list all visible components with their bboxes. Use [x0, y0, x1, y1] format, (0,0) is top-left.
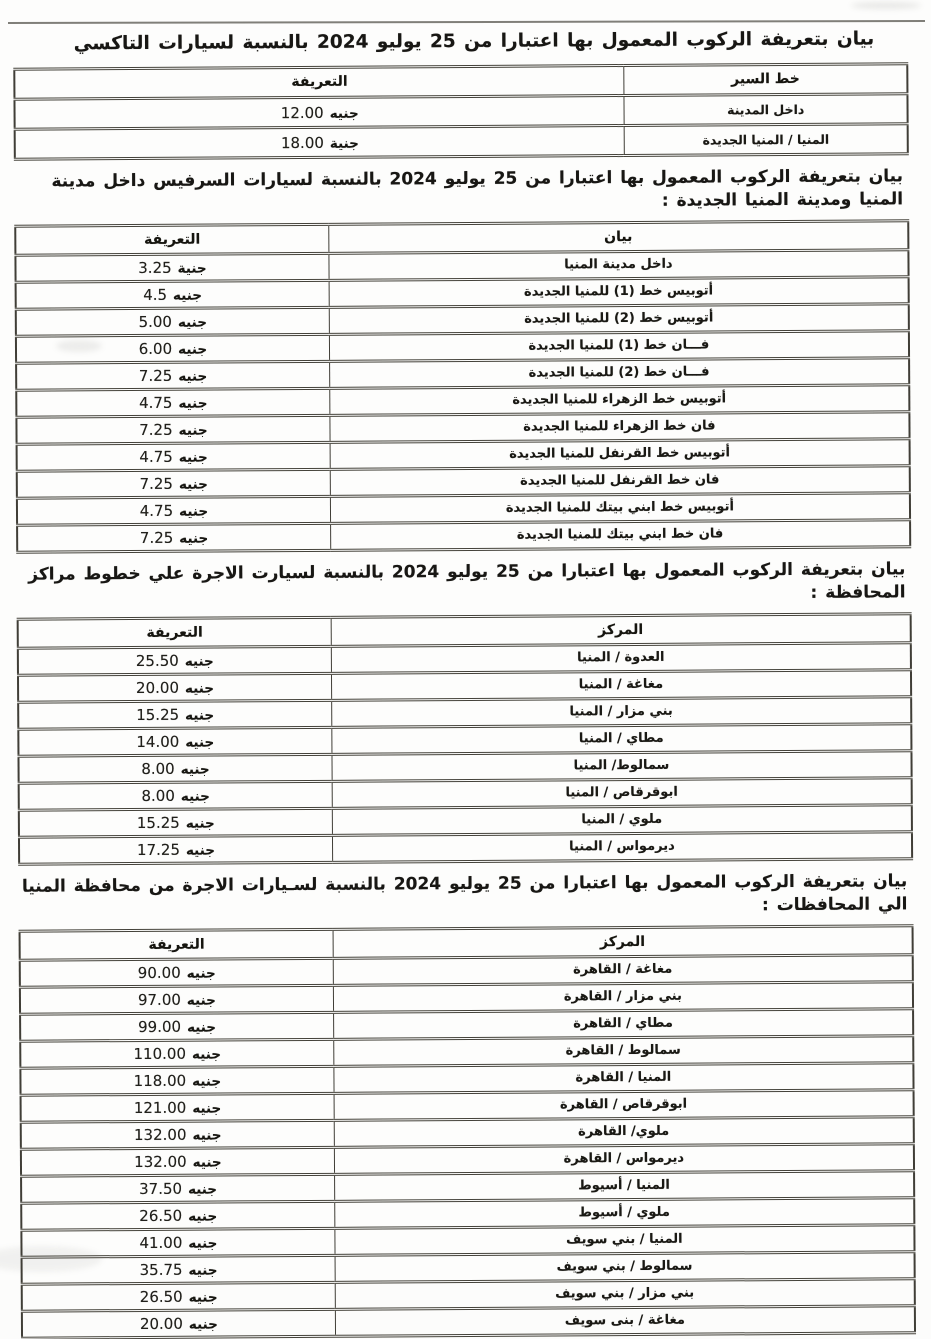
route-cell: مغاغة / بنى سويف [335, 1305, 915, 1336]
tariff-cell [21, 1093, 334, 1122]
tariff-table [19, 924, 916, 1339]
tariff-sections [13, 27, 916, 1339]
route-cell: فان خط ابني بيتك للمنيا الجديدة [330, 520, 910, 551]
tariff-amount: 25.50 [135, 651, 179, 671]
column-header-label: بيان [329, 221, 909, 254]
tariff-cell [16, 334, 329, 363]
route-cell: فـــان خط (2) للمنيا الجديدة [329, 358, 909, 389]
tariff-unit: جنيه [185, 842, 215, 859]
tariff-amount: 35.75 [139, 1260, 183, 1280]
route-cell: ديرمواس / القاهرة [334, 1143, 914, 1174]
route-cell: مطاي / المنيا [332, 723, 912, 754]
table-row [15, 124, 908, 159]
tariff-cell [22, 1309, 335, 1338]
route-cell: أتوبيس خط (2) للمنيا الجديدة [329, 304, 909, 335]
tariff-amount: 7.25 [139, 421, 173, 440]
tariff-unit: جنيه [179, 503, 209, 521]
tariff-section [16, 558, 913, 865]
tariff-unit: جنيه [188, 1262, 218, 1279]
tariff-cell [19, 835, 332, 864]
tariff-unit: جنيه [178, 476, 208, 494]
tariff-unit: جنيه [185, 707, 215, 724]
tariff-amount: 4.75 [139, 502, 174, 521]
tariff-unit: جنيه [188, 1316, 218, 1333]
tariff-unit: جنيه [172, 287, 203, 305]
tariff-cell [17, 496, 330, 525]
tariff-amount: 4.75 [138, 394, 173, 413]
tariff-amount: 8.00 [141, 760, 175, 779]
tariff-unit: جنيه [185, 815, 215, 832]
route-cell: ملوي/ القاهرة [334, 1116, 914, 1147]
route-cell: مغاغة / القاهرة [333, 954, 913, 985]
route-cell: بني مزار / القاهرة [333, 981, 913, 1012]
route-cell: المنيا / بني سويف [335, 1224, 915, 1255]
tariff-amount: 26.50 [139, 1287, 183, 1307]
tariff-amount: 7.25 [139, 475, 174, 494]
table-body [15, 250, 910, 552]
route-cell: داخل مدينة المنيا [329, 250, 909, 281]
tariff-table [14, 219, 911, 553]
tariff-cell [20, 1039, 333, 1068]
tariff-amount: 6.00 [138, 340, 173, 359]
route-cell: فان خط الزهراء للمنيا الجديدة [330, 412, 910, 443]
tariff-section [18, 870, 916, 1339]
tariff-cell [21, 1228, 334, 1257]
column-header-label: خط السير [624, 64, 907, 96]
tariff-cell [15, 253, 328, 282]
tariff-unit: جنيه [178, 449, 208, 467]
tariff-unit: جنيه [191, 1046, 221, 1063]
route-cell: سمالوط / بني سويف [335, 1251, 915, 1282]
section-title: بيان بتعريفة الركوب المعمول بها اعتبارا من 25 يوليو 2024 بالنسبة لسيارت الاجرة علي خطوط مراكز المحافظة : [28, 559, 906, 603]
tariff-cell [16, 415, 329, 444]
tariff-cell [15, 125, 625, 159]
tariff-amount: 37.50 [139, 1179, 183, 1199]
tariff-cell [20, 1012, 333, 1041]
tariff-cell [17, 442, 330, 471]
tariff-unit: جنيه [192, 1154, 222, 1171]
tariff-unit: جنيه [188, 1289, 218, 1306]
route-cell: المنيا / القاهرة [334, 1062, 914, 1093]
tariff-amount: 121.00 [133, 1098, 187, 1118]
tariff-cell [21, 1147, 334, 1176]
table-row [17, 520, 910, 552]
tariff-amount: 5.00 [138, 313, 173, 332]
route-cell: ملوي / المنيا [332, 804, 912, 835]
tariff-unit: جنيه [192, 1127, 222, 1144]
tariff-amount: 17.25 [136, 840, 181, 860]
route-cell: أتوبيس خط (1) للمنيا الجديدة [329, 277, 909, 308]
tariff-section [14, 165, 911, 553]
route-cell: سمالوط / القاهرة [334, 1035, 914, 1066]
table-body [18, 643, 912, 864]
column-header-label: المركز [331, 614, 911, 647]
tariff-amount: 7.25 [139, 529, 174, 548]
tariff-amount: 118.00 [133, 1071, 187, 1091]
table-row [22, 1305, 915, 1337]
tariff-amount: 18.00 [280, 133, 324, 153]
tariff-cell [22, 1282, 335, 1311]
tariff-amount: 99.00 [138, 1017, 182, 1037]
tariff-unit: جنيه [188, 1235, 218, 1252]
tariff-cell [17, 523, 330, 552]
tariff-cell [18, 700, 331, 729]
tariff-cell [21, 1120, 334, 1149]
tariff-table [13, 62, 909, 160]
route-cell: بني مزار / بني سويف [335, 1278, 915, 1309]
column-header-tariff: التعريفة [20, 929, 333, 960]
column-header-tariff: التعريفة [15, 224, 328, 255]
table-row [19, 831, 912, 863]
tariff-cell [18, 727, 331, 756]
tariff-unit: جنيه [187, 1019, 217, 1036]
tariff-cell [16, 388, 329, 417]
tariff-unit: جنيه [329, 105, 359, 122]
tariff-section [13, 27, 909, 160]
tariff-unit: جنيه [179, 530, 209, 548]
section-title: بيان بتعريفة الركوب المعمول بها اعتبارا من 25 يوليو 2024 بالنسبة لسيارات التاكسي [73, 28, 875, 55]
route-cell: العدوة / المنيا [331, 643, 911, 674]
tariff-amount: 15.25 [136, 813, 180, 833]
tariff-unit: جنيه [180, 788, 210, 805]
tariff-amount: 7.25 [138, 367, 173, 386]
tariff-cell [22, 1255, 335, 1284]
route-cell: مغاغة / المنيا [331, 670, 911, 701]
route-cell: أتوبيس خط ابني بيتك للمنيا الجديدة [330, 493, 910, 524]
route-cell: ابوقرقاص / المنيا [332, 777, 912, 808]
tariff-amount: 4.75 [139, 448, 173, 467]
tariff-unit: جنيه [184, 653, 214, 670]
tariff-cell [16, 307, 329, 336]
tariff-amount: 110.00 [133, 1044, 187, 1064]
route-cell: ديرمواس / المنيا [332, 831, 912, 862]
route-cell: سمالوط/ المنيا [332, 750, 912, 781]
tariff-amount: 14.00 [136, 732, 180, 752]
tariff-amount: 97.00 [137, 990, 181, 1010]
tariff-amount: 3.25 [138, 259, 172, 278]
column-header-tariff: التعريفة [14, 65, 624, 99]
route-cell: المنيا / المنيا الجديدة [624, 124, 907, 156]
tariff-unit: جنيه [178, 395, 208, 413]
tariff-unit: جنيه [192, 1100, 222, 1117]
route-cell: مطاي / القاهرة [333, 1008, 913, 1039]
tariff-unit: جنيه [192, 1073, 222, 1090]
tariff-cell [21, 1201, 334, 1230]
tariff-unit: جنيه [178, 368, 208, 386]
tariff-cell [19, 808, 332, 837]
tariff-cell [18, 673, 331, 702]
tariff-unit: جنيه [180, 761, 210, 778]
route-cell: ابوقرقاص / القاهرة [334, 1089, 914, 1120]
tariff-amount: 26.50 [139, 1206, 183, 1226]
tariff-table [17, 612, 913, 865]
tariff-cell [18, 754, 331, 783]
tariff-cell [16, 361, 329, 390]
tariff-unit: جنية [329, 135, 359, 152]
tariff-unit: جنيه [187, 1181, 218, 1198]
tariff-cell [21, 1174, 334, 1203]
tariff-amount: 20.00 [135, 678, 180, 698]
route-cell: ملوي / أسيوط [335, 1197, 915, 1228]
column-header-tariff: التعريفة [18, 617, 331, 648]
tariff-unit: جنية [177, 260, 207, 278]
tariff-cell [20, 958, 333, 987]
tariff-cell [14, 95, 624, 129]
route-cell: داخل المدينة [624, 94, 907, 126]
tariff-amount: 132.00 [134, 1152, 187, 1172]
column-header-label: المركز [333, 925, 913, 958]
tariff-unit: جنيه [186, 965, 216, 982]
tariff-cell [17, 469, 330, 498]
route-cell: المنيا / أسيوط [334, 1170, 914, 1201]
tariff-amount: 12.00 [280, 103, 324, 123]
tariff-unit: جنيه [178, 341, 208, 359]
table-body [20, 954, 915, 1337]
tariff-amount: 8.00 [141, 786, 175, 806]
tariff-unit: جنيه [177, 314, 207, 332]
tariff-cell [16, 280, 329, 309]
route-cell: أتوبيس خط الزهراء للمنيا الجديدة [330, 385, 910, 416]
tariff-unit: جنيه [184, 680, 214, 697]
route-cell: أتوبيس خط القرنفل للمنيا الجديدة [330, 439, 910, 470]
section-title: بيان بتعريفة الركوب المعمول بها اعتبارا من 25 يوليو 2024 بالنسبة لسيارات السرفيس داخل مدينة المنيا ومدينة المنيا الجديدة : [51, 166, 904, 211]
tariff-unit: جنيه [188, 1208, 218, 1225]
tariff-amount: 90.00 [137, 963, 181, 983]
section-title: بيان بتعريفة الركوب المعمول بها اعتبارا من 25 يوليو 2024 بالنسبة لسـيارات الاجرة من محافظة المنيا الي المحافظات : [21, 871, 908, 915]
tariff-amount: 4.5 [143, 286, 168, 305]
tariff-amount: 15.25 [136, 705, 180, 725]
table-body [14, 94, 907, 159]
route-cell: بني مزار / المنيا [331, 697, 911, 728]
route-cell: فان خط القرنفل للمنيا الجديدة [330, 466, 910, 497]
tariff-unit: جنيه [178, 422, 208, 440]
tariff-amount: 41.00 [139, 1233, 183, 1253]
tariff-unit: جنيه [185, 734, 215, 751]
tariff-cell [19, 781, 332, 810]
tariff-unit: جنيه [186, 992, 216, 1009]
route-cell: فـــان خط (1) للمنيا الجديدة [329, 331, 909, 362]
tariff-amount: 132.00 [133, 1125, 187, 1145]
tariff-amount: 20.00 [139, 1314, 183, 1334]
tariff-cell [20, 985, 333, 1014]
tariff-cell [18, 646, 331, 675]
tariff-cell [20, 1066, 333, 1095]
